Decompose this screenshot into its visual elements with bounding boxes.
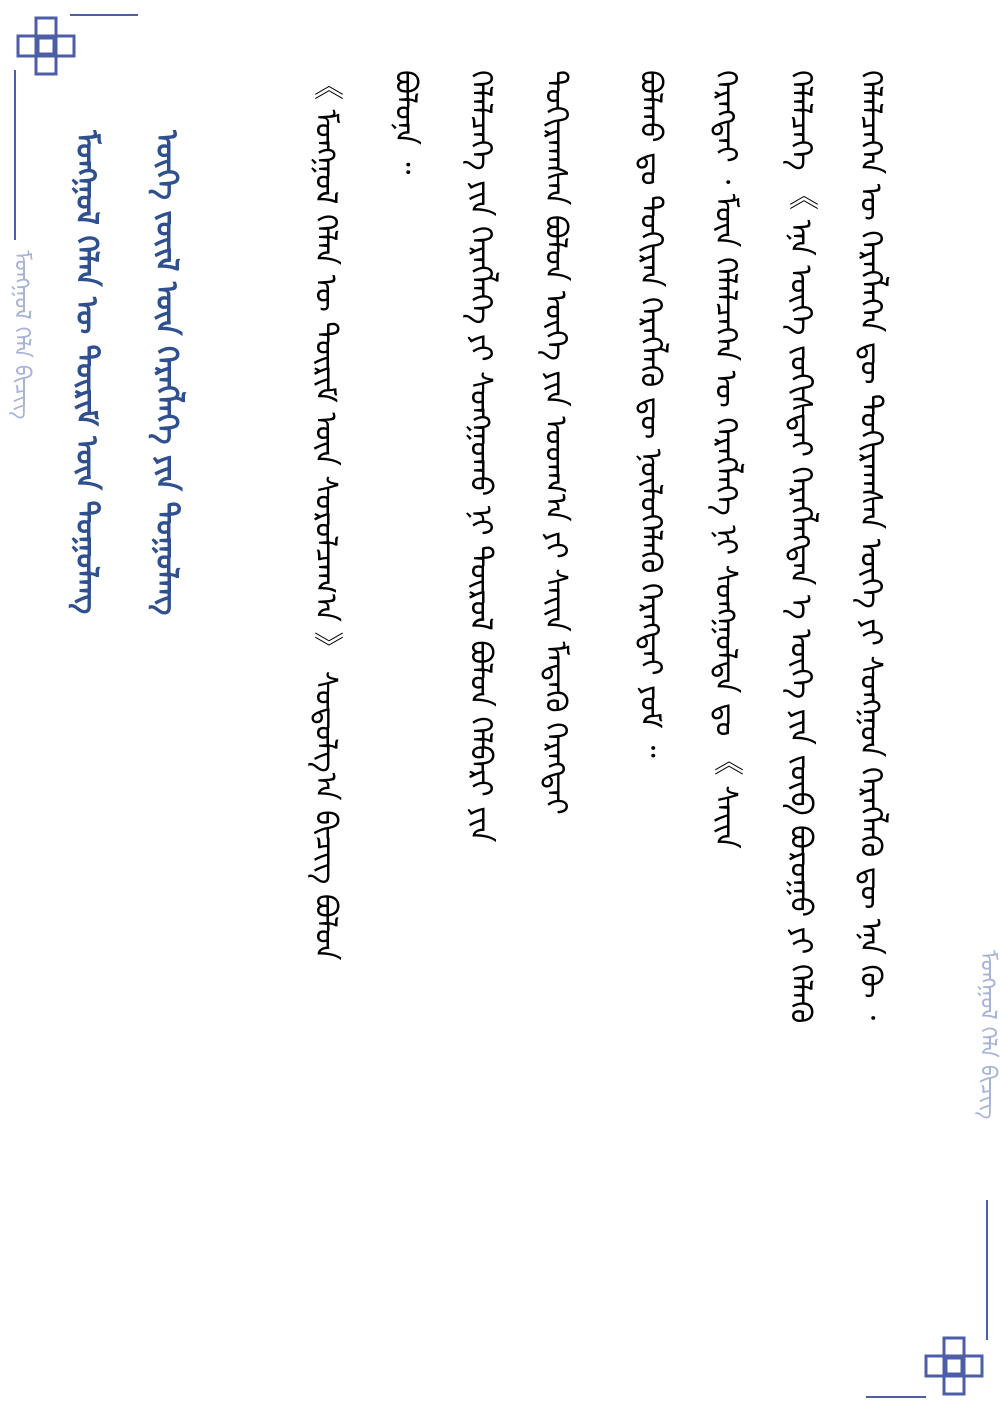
frame-line-bottom-right-vertical	[986, 1200, 988, 1340]
title-line-2: ᠦᠭᠡ ᠵᠦᠢᠯ ᠦᠨ ᠬᠡᠷᠡᠭᠯᠡᠭᠡ ᠶᠢᠨ ᠳᠤᠭᠤᠯᠠᠩ	[149, 130, 184, 616]
body-column-6: ᠬᠡᠯᠡᠯᠴᠡᠭᠡ ᠶᠢᠨ ᠬᠡᠷᠡᠭᠯᠡᠭᠡ ᠶᠢ ᠰᠣᠩᠭᠣᠬᠤ ᠨᠢ ᠲᠥᠷᠥᠯ ᠪᠣᠯᠤᠨ ᠬᠡᠯᠪᠡᠷᠢ ᠶᠢᠨ	[463, 70, 498, 843]
body-column-2: ᠬᠡᠯᠡᠯᠴᠡᠭᠡ 《 ᠡᠨᠡ ᠦᠭᠡ ᠵᠣᠬᠢᠰᠲᠠᠢ ᠬᠡᠷᠡᠭᠯᠡᠭᠳᠡᠨ ᠡ ᠦᠭᠡ ᠶᠢᠨ ᠵᠥᠪ ᠪᠤᠷᠤᠭᠤ ᠶᠢ ᠬᠡᠯᠡᠬᠦ	[783, 70, 818, 1024]
watermark-right: ᠮᠣᠩᠭᠣᠯ ᠬᠡᠯᠡ ᠪᠢᠴᠢᠭ	[975, 950, 1000, 1120]
title-line-1: ᠮᠣᠩᠭᠣᠯ ᠬᠡᠯᠡᠨ ᠦ ᠳᠦᠷᠢᠮ ᠦᠨ ᠳᠤᠭᠤᠯᠠᠩ	[69, 130, 104, 615]
body-column-1: ᠬᠡᠯᠡᠯᠴᠡᠭᠡᠨ ᠦ ᠬᠡᠷᠡᠭᠯᠡᠭᠡᠨ ᠳᠦ ᠲᠣᠬᠢᠷᠠᠭᠰᠠᠨ ᠦᠭᠡ ᠶᠢ ᠰᠣᠩᠭᠣᠨ ᠬᠡᠷᠡᠭᠯᠡᠬᠦ ᠳᠦ ᠡᠨᠡ ᠬᠦ ᠂	[853, 70, 888, 1021]
frame-line-bottom-right-horizontal	[866, 1396, 926, 1398]
body-column-5: ᠲᠣᠬᠢᠷᠠᠭᠰᠠᠨ ᠪᠣᠯᠤᠨ ᠦᠭᠡ ᠶᠢᠨ ᠤᠳᠬ᠎ᠠ ᠶᠢ ᠰᠠᠶ᠋ᠢᠨ ᠮᠡᠳᠡᠬᠦ ᠬᠡᠷᠡᠭᠲᠡᠢ	[538, 70, 573, 815]
corner-knot-bottom-right-ornament	[918, 1332, 988, 1402]
body-column-8: 《 ᠮᠣᠩᠭᠣᠯ ᠬᠡᠯᠡᠨ ᠦ ᠳᠦᠷᠢᠮ ᠦᠨ ᠰᠤᠷᠤᠯᠴᠠᠭ᠎ᠠ 》 ᠰᠤᠳᠤᠯᠭ᠎ᠠ ᠪᠢᠴᠢᠭ ᠪᠣᠯᠤᠨ	[308, 70, 343, 961]
watermark-left: ᠮᠣᠩᠭᠣᠯ ᠬᠡᠯᠡ ᠪᠢᠴᠢᠭ	[9, 250, 34, 420]
body-column-4: ᠪᠣᠯᠬᠤ ᠳᠤ ᠲᠣᠬᠢᠷᠠᠨ ᠬᠡᠷᠡᠭᠯᠡᠬᠦ ᠳᠦ ᠨᠥᠯᠥᠭᠡᠯᠡᠬᠦ ᠬᠡᠷᠡᠭᠲᠡᠢ ᠶᠤᠮ ᠃	[633, 70, 668, 758]
frame-line-top-left-horizontal	[70, 14, 138, 16]
corner-knot-top-left-ornament	[14, 14, 84, 84]
frame-line-top-left-vertical	[14, 70, 16, 240]
body-column-7: ᠪᠣᠯᠤᠨᠠ ᠃	[388, 70, 423, 175]
body-column-3: ᠬᠡᠷᠡᠭᠲᠡᠢ ᠂ ᠮᠥᠨ ᠬᠡᠯᠡᠯᠴᠡᠭᠡᠨ ᠦ ᠬᠡᠷᠡᠭᠯᠡᠭᠡ ᠨᠢ ᠰᠣᠩᠭᠣᠯᠲᠠ ᠳᠤ 《 ᠰᠠᠶ᠋ᠢᠨ	[708, 70, 743, 849]
